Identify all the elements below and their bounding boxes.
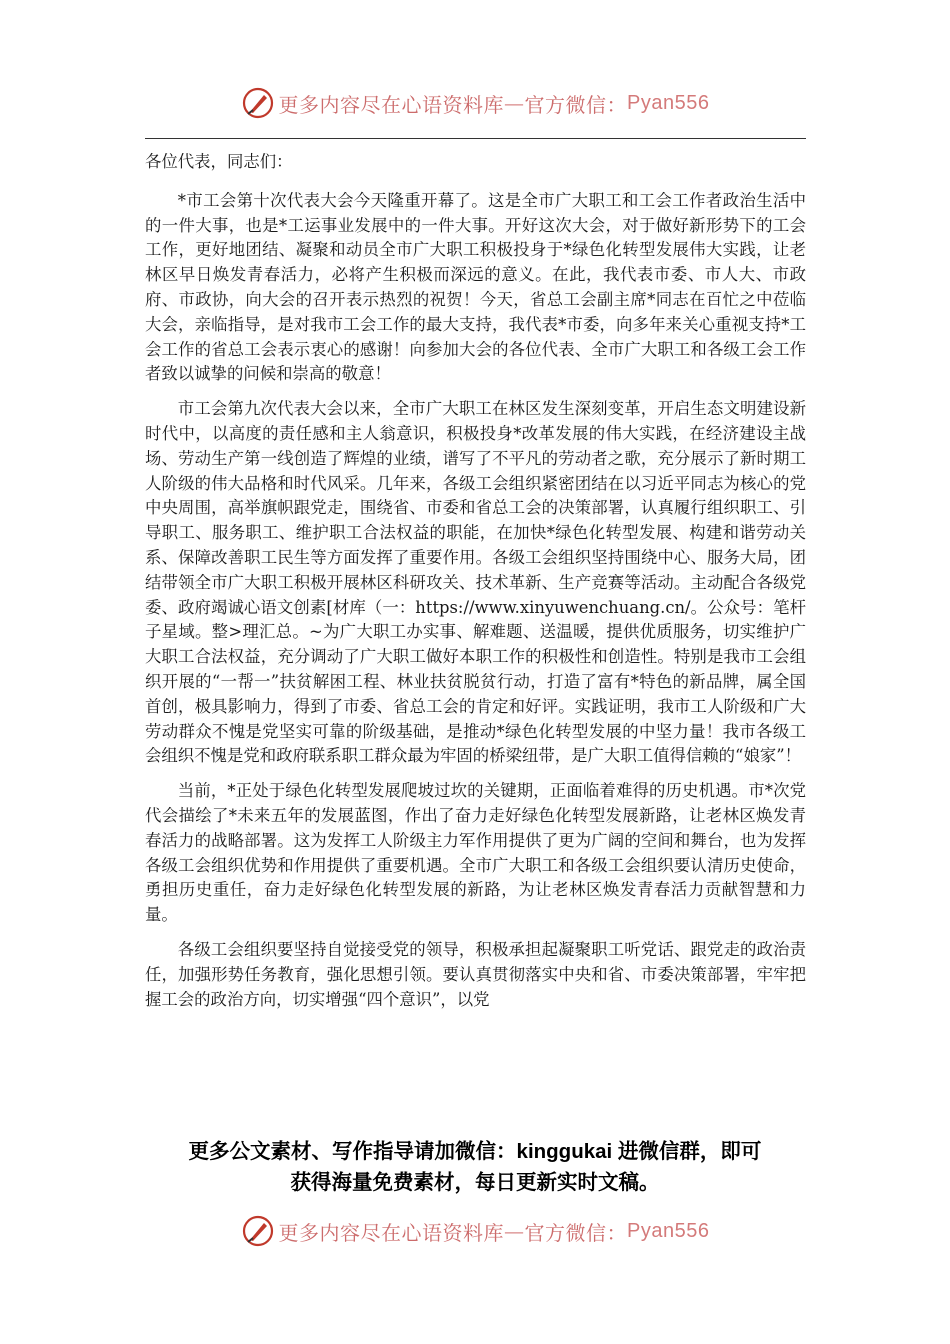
watermark-text: 更多内容尽在心语资料库 <box>278 92 505 117</box>
watermark-footer <box>0 1211 950 1251</box>
watermark-separator: — <box>504 91 525 115</box>
watermark-suffix: 官方微信： <box>524 92 628 117</box>
promo-line-2: 获得海量免费素材，每日更新实时文稿。 <box>290 1171 660 1194</box>
quill-logo-icon <box>241 1214 275 1248</box>
greeting: 各位代表，同志们： <box>145 152 293 171</box>
promo-line-1: 更多公文素材、写作指导请加微信：kinggukai 进微信群，即可 <box>188 1140 762 1163</box>
quill-logo-icon <box>241 86 275 120</box>
paragraph: 各级工会组织要坚持自觉接受党的领导，积极承担起凝聚职工听党话、跟党走的政治责任，加强形势任务教育，强化思想引领。要认真贯彻落实中央和省、市委决策部署，牢牢把握工会的政治方向，切实增强“四个意识”，以党 <box>145 939 806 1009</box>
watermark-header <box>0 83 950 123</box>
document-body <box>145 150 806 1022</box>
watermark-separator: — <box>504 1219 525 1243</box>
watermark-account: Pyan556 <box>627 91 710 114</box>
promo-note <box>0 1136 950 1198</box>
paragraph: 当前，*正处于绿色化转型发展爬坡过坎的关键期，正面临着难得的历史机遇。市*次党代会描绘了*未来五年的发展蓝图，作出了奋力走好绿色化转型发展新路，让老林区焕发青春活力的战略部署。这为发挥工人阶级主力军作用提供了更为广阔的空间和舞台，也为发挥各级工会组织优势和作用提供了重要机遇。全市广大职工和各级工会组织要认清历史使命，勇担历史重任，奋力走好绿色化转型发展的新路，为让老林区焕发青春活力贡献智慧和力量。 <box>145 781 806 925</box>
header-rule <box>145 138 806 139</box>
watermark-account: Pyan556 <box>627 1219 710 1242</box>
paragraph: 市工会第九次代表大会以来，全市广大职工在林区发生深刻变革，开启生态文明建设新时代中，以高度的责任感和主人翁意识，积极投身*改革发展的伟大实践，在经济建设主战场、劳动生产第一线创造了辉煌的业绩，谱写了不平凡的劳动者之歌，充分展示了新时期工人阶级的伟大品格和时代风采。几年来，各级工会组织紧密团结在以习近平同志为核心的党中央周围，高举旗帜跟党走，围绕省、市委和省总工会的决策部署，认真履行组织职工、引导职工、服务职工、维护职工合法权益的职能，在加快*绿色化转型发展、构建和谐劳动关系、保障改善职工民生等方面发挥了重要作用。各级工会组织坚持围绕中心、服务大局，团结带领全市广大职工积极开展林区科研攻关、技术革新、生产竞赛等活动。主动配合各级党委、政府竭诚心语文创素[材库（一：https://www.xinyuwenchuang.cn/。公众号：笔杆子星域。整>理汇总。~为广大职工办实事、解难题、送温暖，提供优质服务，切实维护广大职工合法权益，充分调动了广大职工做好本职工作的积极性和创造性。特别是我市工会组织开展的“一帮一”扶贫解困工程、林业扶贫脱贫行动，打造了富有*特色的新品牌，属全国首创，极具影响力，得到了市委、省总工会的肯定和好评。实践证明，我市工人阶级和广大劳动群众不愧是党坚实可靠的阶级基础，是推动*绿色化转型发展的中坚力量！我市各级工会组织不愧是党和政府联系职工群众最为牢固的桥梁纽带，是广大职工值得信赖的“娘家”！ <box>145 399 806 766</box>
watermark-text: 更多内容尽在心语资料库 <box>278 1220 505 1245</box>
paragraph: *市工会第十次代表大会今天隆重开幕了。这是全市广大职工和工会工作者政治生活中的一件大事，也是*工运事业发展中的一件大事。开好这次大会，对于做好新形势下的工会工作，更好地团结、凝聚和动员全市广大职工积极投身于*绿色化转型发展伟大实践，让老林区早日焕发青春活力，必将产生积极而深远的意义。在此，我代表市委、市人大、市政府、市政协，向大会的召开表示热烈的祝贺！今天，省总工会副主席*同志在百忙之中莅临大会，亲临指导，是对我市工会工作的最大支持，我代表*市委，向多年来关心重视支持*工会工作的省总工会表示衷心的感谢！向参加大会的各位代表、全市广大职工和各级工会工作者致以诚挚的问候和崇高的敬意！ <box>145 190 806 384</box>
watermark-suffix: 官方微信： <box>524 1220 628 1245</box>
